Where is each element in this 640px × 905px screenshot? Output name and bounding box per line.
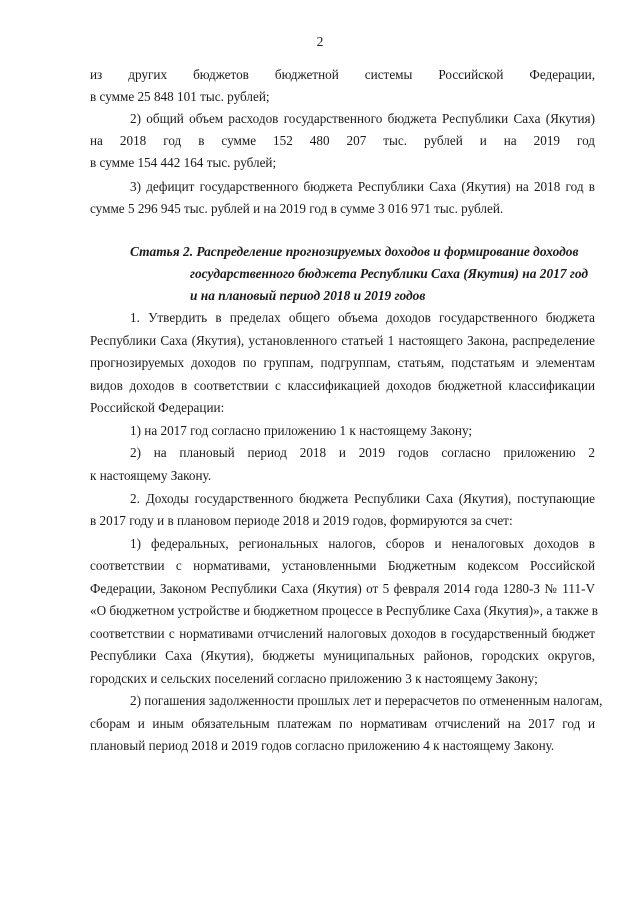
text-line: в 2017 году и в плановом периоде 2018 и 2019 годов, формируются за счет: xyxy=(90,513,513,528)
text-line: 2) на плановый период 2018 и 2019 годов согласно приложению 2 xyxy=(130,445,595,460)
article-heading: государственного бюджета Республики Саха (Якутия) на 2017 год xyxy=(190,266,589,281)
text-line: к настоящему Закону. xyxy=(90,468,212,483)
text-line: 2. Доходы государственного бюджета Республики Саха (Якутия), поступающие xyxy=(130,491,595,506)
text-line: в сумме 25 848 101 тыс. рублей; xyxy=(90,89,270,104)
text-line: прогнозируемых доходов по группам, подгруппам, статьям, подстатьям и элементам xyxy=(90,355,595,370)
article-heading: Статья 2. Распределение прогнозируемых доходов и формирование доходов xyxy=(130,244,579,259)
text-line: сумме 5 296 945 тыс. рублей и на 2019 год в сумме 3 016 971 тыс. рублей. xyxy=(90,201,504,216)
text-line: 2) погашения задолженности прошлых лет и перерасчетов по отмененным налогам, xyxy=(130,693,603,708)
text-line: 1. Утвердить в пределах общего объема доходов государственного бюджета xyxy=(130,310,595,325)
text-line: Республики Саха (Якутия), бюджеты муниципальных районов, городских округов, xyxy=(90,648,595,663)
text-line: 1) на 2017 год согласно приложению 1 к настоящему Закону; xyxy=(130,423,473,438)
text-line: соответствии с нормативами отчислений налоговых доходов в государственный бюджет xyxy=(90,626,595,641)
text-line: сборам и иным обязательным платежам по нормативам отчислений на 2017 год и xyxy=(90,716,595,731)
text-line: из других бюджетов бюджетной системы Российской Федерации, xyxy=(90,67,595,82)
page-number: 2 xyxy=(316,34,324,49)
text-line: соответствии с нормативами, установленными Бюджетным кодексом Российской xyxy=(90,558,595,573)
text-line: 1) федеральных, региональных налогов, сборов и неналоговых доходов в xyxy=(130,536,595,551)
text-line: Федерации, Законом Республики Саха (Якутия) от 5 февраля 2014 года 1280-З № 111-V xyxy=(90,581,595,596)
text-line: в сумме 154 442 164 тыс. рублей; xyxy=(90,155,277,170)
text-line: 3) дефицит государственного бюджета Республики Саха (Якутия) на 2018 год в xyxy=(130,179,595,194)
text-line: видов доходов в соответствии с классификацией доходов бюджетной классификации xyxy=(90,378,595,393)
text-line: «О бюджетном устройстве и бюджетном процессе в Республике Саха (Якутия)», а также в xyxy=(90,603,598,618)
text-line: на 2018 год в сумме 152 480 207 тыс. рублей и на 2019 год xyxy=(90,133,595,148)
text-line: городских и сельских поселений согласно приложению 3 к настоящему Закону; xyxy=(90,671,538,686)
article-heading: и на плановый период 2018 и 2019 годов xyxy=(190,288,426,303)
text-line: Республики Саха (Якутия), установленного статьей 1 настоящего Закона, распределение xyxy=(90,333,595,348)
text-line: 2) общий объем расходов государственного бюджета Республики Саха (Якутия) xyxy=(130,111,595,126)
text-line: плановый период 2018 и 2019 годов согласно приложению 4 к настоящему Закону. xyxy=(90,738,555,753)
text-line: Российской Федерации: xyxy=(90,400,225,415)
